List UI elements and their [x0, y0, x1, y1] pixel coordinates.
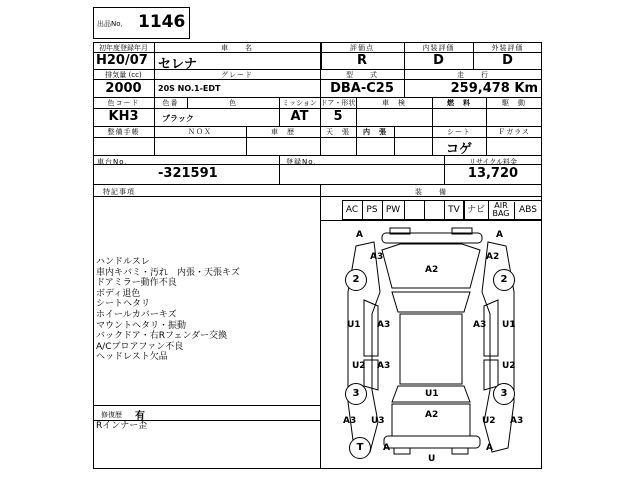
note-line: 車内キバミ・汚れ 内張・天張キズ	[96, 267, 240, 278]
label-exterior-grade: 外装評価	[491, 44, 524, 52]
damage-label: U	[428, 454, 436, 464]
lot-number: 1146	[138, 12, 186, 32]
damage-label: A2	[425, 410, 439, 420]
interior-grade-value: D	[433, 53, 444, 68]
equip-blank	[404, 201, 425, 219]
damage-label: A3	[343, 416, 357, 426]
equip-ps: PS	[362, 201, 383, 219]
label-fuel: 燃 料	[447, 99, 471, 107]
damage-label: U1	[502, 320, 516, 330]
car-name-value: セレナ	[158, 57, 198, 72]
first-reg-value: H20/07	[96, 53, 148, 68]
damage-label: U2	[352, 361, 366, 371]
grade-value: 20S NO.1-EDT	[158, 84, 221, 93]
equip-ac: AC	[342, 201, 363, 219]
damage-label: U2	[482, 416, 496, 426]
damage-label: A	[496, 230, 503, 240]
color-value: ブラック	[162, 114, 194, 123]
damage-circle: 2	[493, 269, 515, 291]
equip-abs: ABS	[519, 205, 537, 215]
car-diagram	[320, 222, 542, 469]
chassis-value: -321591	[158, 166, 218, 181]
label-history: 車 歴	[271, 128, 295, 136]
damage-circle: T	[349, 437, 371, 459]
damage-label: A3	[377, 361, 391, 371]
lot-box	[93, 7, 190, 39]
label-transmission: ミッション	[282, 99, 317, 107]
equip-airbag: AIR BAG	[488, 202, 515, 219]
damage-label: U2	[502, 361, 516, 371]
damage-label: A	[486, 443, 493, 453]
label-equipment: 装 備	[415, 188, 447, 196]
label-interior-grade: 内装評価	[422, 44, 455, 52]
damage-circle: 3	[493, 383, 515, 405]
note-line: ホイールカバーキズ	[96, 309, 177, 320]
label-f-glass: Ｆガラス	[498, 128, 530, 136]
label-nox: ＮＯＸ	[188, 128, 212, 136]
equip-navi: ナビ	[464, 201, 489, 219]
damage-label: A	[356, 230, 363, 240]
damage-label: A2	[425, 265, 439, 275]
label-grade: グレード	[221, 71, 253, 79]
equipment-row	[320, 200, 542, 220]
label-maint-book: 整備手帳	[107, 128, 140, 136]
left-window-shape	[364, 300, 378, 356]
label-drive: 駆 動	[502, 99, 526, 107]
damage-label: A3	[473, 320, 487, 330]
rear-hook-shape	[394, 448, 410, 454]
left-rear-window-shape	[364, 360, 378, 390]
label-score: 評価点	[350, 44, 374, 52]
label-first-reg: 初年度登録年月	[99, 44, 148, 52]
back-door-shape	[392, 404, 470, 436]
note-line: バックドア・右Rフェンダー交換	[96, 331, 228, 342]
note-line: ヘッドレスト欠品	[96, 352, 168, 363]
note-line: ハンドルスレ	[96, 257, 150, 267]
note-line: マウントヘタリ・振動	[96, 320, 187, 331]
recycle-value: 13,720	[467, 166, 519, 181]
damage-circle: 3	[345, 383, 367, 405]
note-line: A/Cブロアファン不良	[96, 341, 184, 352]
equip-pw: PW	[382, 201, 405, 219]
label-chassis: 車台No．	[97, 158, 133, 166]
exterior-grade-value: D	[502, 53, 513, 68]
note-line: ドアミラー動作不良	[96, 278, 177, 289]
damage-label: U3	[371, 416, 385, 426]
notes-list	[96, 257, 240, 363]
displacement-value: 2000	[105, 81, 142, 96]
label-recycle: リサイクル料金	[468, 158, 518, 166]
equip-tv: TV	[444, 201, 465, 219]
seat-value: コゲ	[445, 142, 472, 157]
equip-blank	[424, 201, 445, 219]
lot-label: 出品No．	[97, 20, 128, 28]
label-roof: 天 張	[326, 128, 350, 136]
label-displacement: 排気量 (cc)	[105, 71, 142, 79]
transmission-value: AT	[290, 109, 309, 124]
label-reg-no: 登録No．	[286, 158, 322, 166]
label-notes: 特記事項	[103, 188, 135, 196]
label-car-name: 車 名	[221, 44, 253, 52]
label-seat: シート	[447, 128, 471, 136]
damage-label: A3	[377, 320, 391, 330]
score-value: R	[356, 53, 367, 68]
damage-label: U1	[347, 320, 361, 330]
label-color: 色	[229, 99, 237, 107]
doors-value: 5	[333, 109, 343, 124]
label-repair-history: 修復歴	[101, 411, 122, 419]
damage-label: A3	[510, 416, 524, 426]
repair-detail: Rインナー歪	[96, 421, 148, 431]
label-model: 型 式	[346, 71, 378, 79]
mileage-value: 259,478 Km	[450, 81, 538, 96]
repair-history-value: 有	[135, 411, 145, 422]
label-mileage: 走 行	[457, 71, 489, 79]
label-doors: ドア・形状	[320, 99, 356, 107]
color-code-value: KH3	[108, 109, 139, 124]
note-line: ボディ退色	[96, 288, 141, 299]
rear-hook-shape	[452, 448, 468, 454]
label-color-code: 色コード	[107, 99, 140, 107]
damage-label: U1	[425, 389, 439, 399]
note-line: シートヘタリ	[96, 299, 151, 310]
damage-label: A2	[486, 252, 500, 262]
damage-circle: 2	[345, 269, 367, 291]
windshield-shape	[392, 292, 470, 312]
damage-label: A	[383, 443, 390, 453]
label-color-no: 色番	[162, 99, 179, 107]
label-interior-sheet: 内 張	[363, 128, 387, 136]
rear-bumper-shape	[384, 436, 480, 448]
label-inspection: 車 検	[382, 99, 406, 107]
roof-shape	[400, 314, 462, 384]
damage-label: A3	[370, 252, 384, 262]
model-value: DBA-C25	[330, 81, 394, 96]
